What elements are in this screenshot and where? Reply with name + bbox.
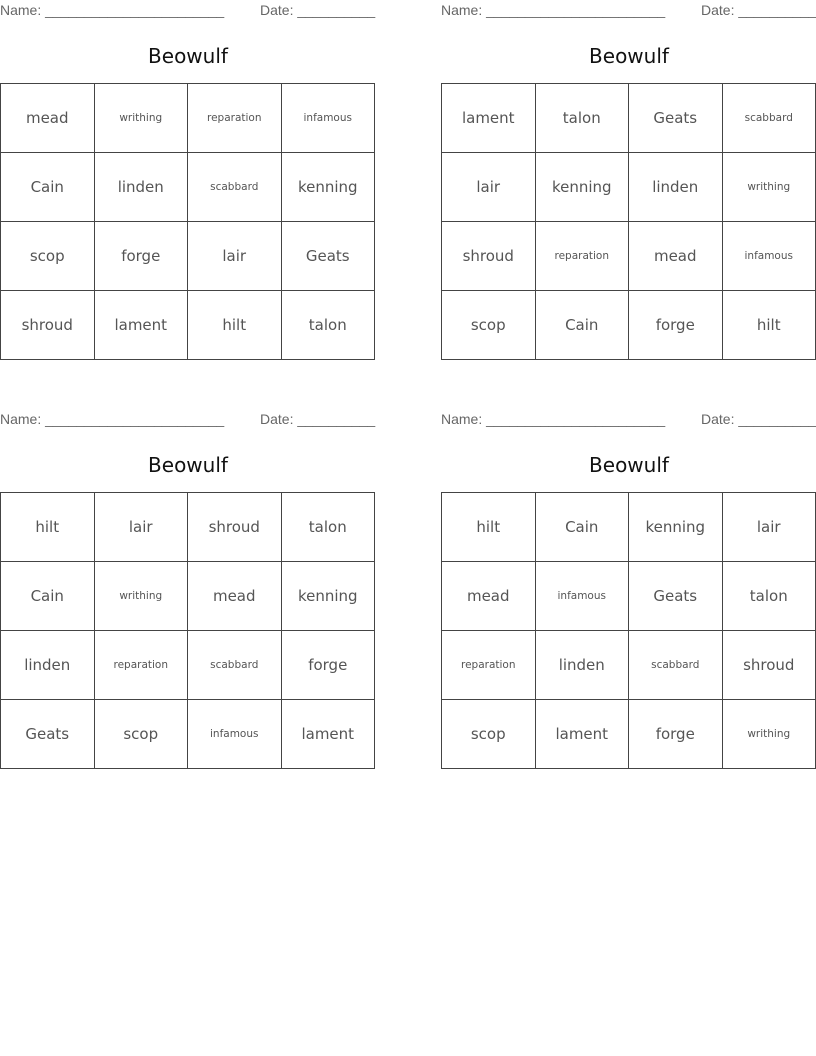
grid-row	[442, 84, 816, 153]
grid-cell: shroud	[722, 631, 816, 700]
grid-cell: lament	[442, 84, 536, 153]
grid-row	[1, 84, 375, 153]
grid-row	[1, 493, 375, 562]
grid-cell: reparation	[188, 84, 282, 153]
grid-cell: lament	[535, 700, 629, 769]
grid-cell: lair	[442, 153, 536, 222]
bingo-card-1	[0, 0, 376, 334]
grid-cell: scop	[442, 291, 536, 360]
grid-cell: forge	[281, 631, 375, 700]
grid-cell: mead	[1, 84, 95, 153]
grid-cell: lament	[281, 700, 375, 769]
grid-cell: hilt	[188, 291, 282, 360]
date-line: Date: __________	[701, 2, 816, 18]
grid-cell: kenning	[281, 153, 375, 222]
grid-cell: writhing	[94, 562, 188, 631]
grid-cell: linden	[535, 631, 629, 700]
grid-cell: scabbard	[722, 84, 816, 153]
grid-cell: Cain	[1, 562, 95, 631]
grid-cell: shroud	[1, 291, 95, 360]
grid-row	[1, 153, 375, 222]
grid-cell: writhing	[94, 84, 188, 153]
bingo-card-3	[0, 409, 376, 743]
grid-cell: hilt	[442, 493, 536, 562]
name-date-row	[441, 0, 816, 22]
grid-cell: kenning	[535, 153, 629, 222]
grid-row	[1, 291, 375, 360]
grid-row	[1, 562, 375, 631]
grid-cell: forge	[629, 291, 723, 360]
card-title: Beowulf	[148, 44, 228, 68]
grid-cell: mead	[629, 222, 723, 291]
card-title: Beowulf	[148, 453, 228, 477]
name-line: Name: _______________________	[441, 2, 666, 18]
grid-cell: scop	[1, 222, 95, 291]
grid-cell: reparation	[535, 222, 629, 291]
grid-cell: infamous	[535, 562, 629, 631]
grid-row	[442, 222, 816, 291]
grid-cell: Geats	[629, 562, 723, 631]
grid-cell: mead	[188, 562, 282, 631]
grid-cell: infamous	[722, 222, 816, 291]
grid-cell: hilt	[1, 493, 95, 562]
grid-cell: talon	[722, 562, 816, 631]
grid-cell: lair	[94, 493, 188, 562]
name-date-row	[0, 409, 376, 431]
grid-row	[442, 700, 816, 769]
name-line: Name: _______________________	[0, 2, 225, 18]
bingo-grid	[0, 492, 375, 769]
grid-cell: linden	[1, 631, 95, 700]
name-date-row	[441, 409, 816, 431]
grid-cell: scop	[442, 700, 536, 769]
grid-cell: linden	[94, 153, 188, 222]
bingo-card-2	[441, 0, 816, 334]
name-line: Name: _______________________	[441, 411, 666, 427]
grid-cell: linden	[629, 153, 723, 222]
grid-cell: shroud	[188, 493, 282, 562]
grid-cell: writhing	[722, 700, 816, 769]
grid-cell: reparation	[442, 631, 536, 700]
date-line: Date: __________	[701, 411, 816, 427]
card-title: Beowulf	[589, 44, 669, 68]
bingo-card-4	[441, 409, 816, 743]
grid-cell: kenning	[281, 562, 375, 631]
grid-cell: mead	[442, 562, 536, 631]
grid-cell: lair	[188, 222, 282, 291]
grid-cell: Cain	[535, 291, 629, 360]
grid-cell: talon	[281, 493, 375, 562]
grid-row	[1, 631, 375, 700]
grid-cell: lament	[94, 291, 188, 360]
grid-cell: talon	[535, 84, 629, 153]
name-line: Name: _______________________	[0, 411, 225, 427]
grid-cell: hilt	[722, 291, 816, 360]
grid-cell: Cain	[1, 153, 95, 222]
grid-cell: scop	[94, 700, 188, 769]
grid-cell: Cain	[535, 493, 629, 562]
grid-cell: reparation	[94, 631, 188, 700]
grid-row	[442, 493, 816, 562]
grid-cell: talon	[281, 291, 375, 360]
bingo-grid	[0, 83, 375, 360]
date-line: Date: __________	[260, 411, 376, 427]
date-line: Date: __________	[260, 2, 376, 18]
card-title: Beowulf	[589, 453, 669, 477]
grid-row	[442, 153, 816, 222]
grid-cell: shroud	[442, 222, 536, 291]
grid-row	[442, 631, 816, 700]
bingo-grid	[441, 83, 816, 360]
grid-row	[1, 700, 375, 769]
grid-cell: kenning	[629, 493, 723, 562]
grid-cell: lair	[722, 493, 816, 562]
grid-row	[442, 562, 816, 631]
grid-cell: scabbard	[629, 631, 723, 700]
bingo-grid	[441, 492, 816, 769]
grid-cell: Geats	[1, 700, 95, 769]
grid-cell: forge	[94, 222, 188, 291]
grid-cell: Geats	[629, 84, 723, 153]
grid-cell: Geats	[281, 222, 375, 291]
grid-cell: infamous	[188, 700, 282, 769]
grid-cell: forge	[629, 700, 723, 769]
name-date-row	[0, 0, 376, 22]
grid-cell: infamous	[281, 84, 375, 153]
grid-row	[1, 222, 375, 291]
grid-row	[442, 291, 816, 360]
grid-cell: scabbard	[188, 153, 282, 222]
grid-cell: scabbard	[188, 631, 282, 700]
grid-cell: writhing	[722, 153, 816, 222]
